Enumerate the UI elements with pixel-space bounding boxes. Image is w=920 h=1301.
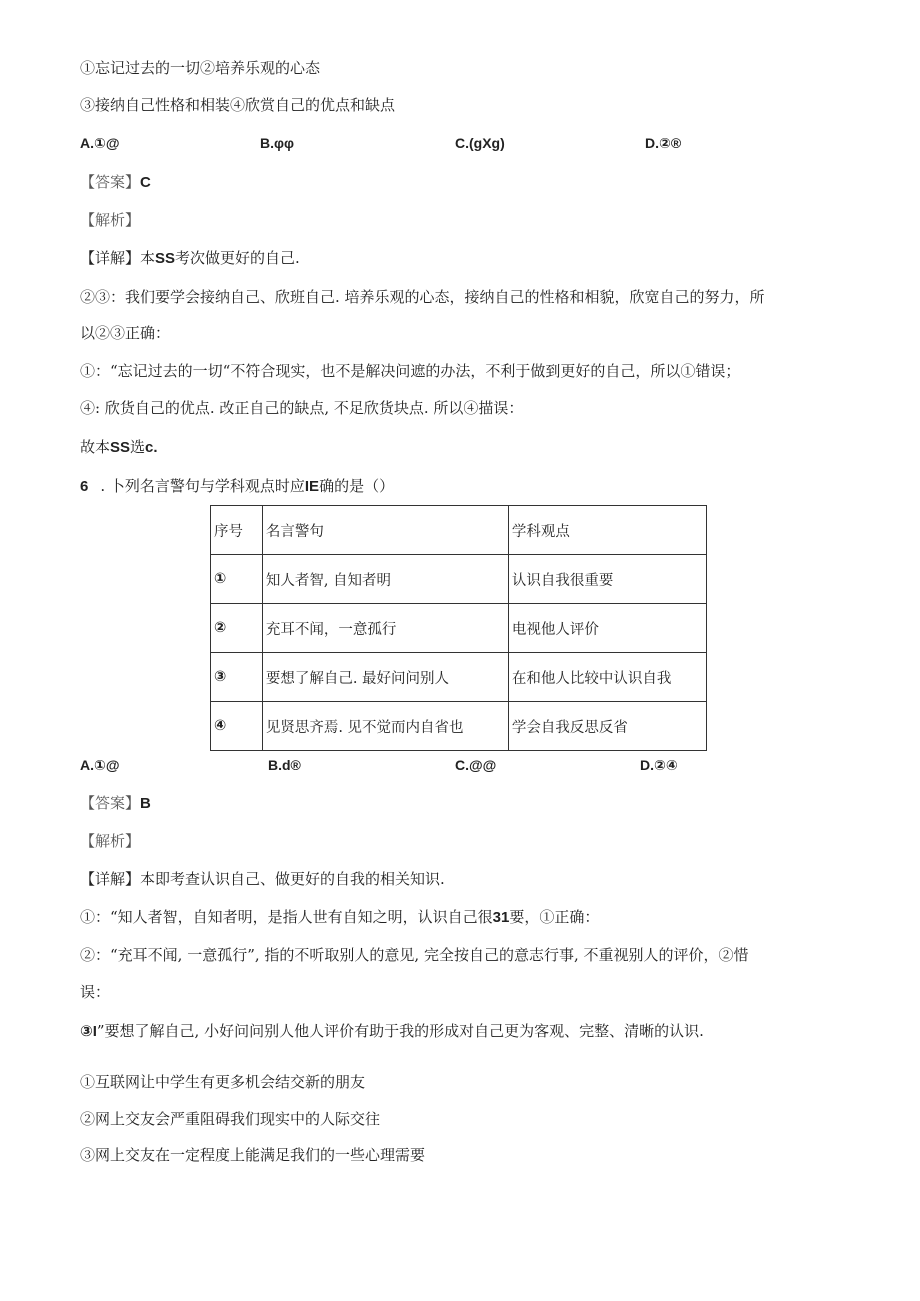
row-number: ① — [211, 555, 263, 604]
table-row — [211, 702, 707, 751]
q5-para1-line2: 以②③正确： — [80, 324, 171, 342]
q6-para3 — [80, 1021, 704, 1042]
q6-answer-line — [80, 793, 151, 814]
q6-detail-tag: 【详解】 — [80, 870, 141, 888]
q6-detail-line — [80, 869, 445, 889]
row-viewpoint: 认识自我很重要 — [508, 555, 706, 604]
q5-para2: ①：“忘记过去的一切“不符合现实，也不是解决问遮的办法，不利于做到更好的自己，所以①错误； — [80, 362, 741, 380]
table-row — [211, 604, 707, 653]
q6-para2-line2: 误： — [80, 983, 111, 1001]
q5-conclusion-mid: 选 — [130, 438, 146, 456]
q6-question-pre: . 卜列名言警句与学科观点时应 — [100, 477, 305, 495]
q6-para1-bold: 31 — [492, 909, 510, 926]
q5-option-b: B.φφ — [260, 135, 295, 151]
q6-para3-bold: ③I — [80, 1023, 97, 1040]
q5-answer: C — [140, 174, 151, 191]
q5-detail-post: 考次做更好的自己. — [175, 249, 300, 267]
q5-para3: ④: 欣货自己的优点. 改正自己的缺点, 不足欣货块点. 所以④描误： — [80, 399, 524, 417]
row-quote: 知人者智, 自知者明 — [262, 555, 508, 604]
q6-answer-tag: 【答案】 — [80, 794, 141, 812]
q6-para1-post: 要，①正确： — [509, 908, 600, 926]
q5-analysis-label: 【解析】 — [80, 211, 141, 229]
q5-para1-line1: ②③：我们要学会接纳自己、欣班自己. 培养乐观的心态，接纳自己的性格和相貌，欣宽自己的努力，所 — [80, 288, 765, 306]
row-quote: 见贤思齐焉. 见不觉而内自省也 — [262, 702, 508, 751]
q6-answer: B — [140, 795, 151, 812]
q5-answer-tag: 【答案】 — [80, 173, 141, 191]
table-row — [211, 653, 707, 702]
table-header-row — [211, 506, 707, 555]
row-viewpoint: 学会自我反思反省 — [508, 702, 706, 751]
q6-number: 6 — [80, 478, 89, 495]
q5-detail-bold: SS — [155, 250, 176, 267]
header-viewpoint: 学科观点 — [508, 506, 706, 555]
q6-option-d: D.②④ — [640, 757, 678, 773]
q5-detail-tag: 【详解】 — [80, 249, 141, 267]
q5-conclusion-bold: SS — [110, 439, 131, 456]
q6-para1-pre: ①：“知人者智，自知者明，是指人世有自知之明，认识自己很 — [80, 908, 493, 926]
q5-detail-pre: 本 — [140, 249, 156, 267]
q5-option-d: D.②® — [645, 135, 682, 151]
q7-statement-2: ②网上交友会严重阻碍我们现实中的人际交往 — [80, 1110, 381, 1128]
header-quote: 名言警句 — [262, 506, 508, 555]
q5-option-c: C.(gXg) — [455, 135, 505, 151]
row-quote: 充耳不闻，一意孤行 — [262, 604, 508, 653]
row-number: ④ — [211, 702, 263, 751]
header-number: 序号 — [211, 506, 263, 555]
row-number: ③ — [211, 653, 263, 702]
row-quote: 要想了解自己. 最好问问别人 — [262, 653, 508, 702]
q6-question — [80, 476, 394, 497]
row-number: ② — [211, 604, 263, 653]
q6-analysis-tag — [80, 831, 140, 851]
q6-question-bold: IE — [304, 478, 320, 495]
q5-statement-2: ③接纳自己性格和相装④欣赏自己的优点和缺点 — [80, 96, 396, 114]
q7-statement-3: ③网上交友在一定程度上能满足我们的一些心理需要 — [80, 1146, 426, 1164]
q7-statement-1: ①互联网让中学生有更多机会结交新的朋友 — [80, 1073, 366, 1091]
q5-conclusion-letter: c. — [145, 439, 158, 456]
q5-answer-line — [80, 172, 151, 193]
q6-para3-post: ”要想了解自己, 小好问问别人他人评价有助于我的形成对自己更为客观、完整、清晰的认识. — [96, 1022, 704, 1040]
q6-para2-line1: ②：“充耳不闻, 一意孤行”, 指的不听取别人的意见, 完全按自己的意志行事, 不重视别人的评价，②惜 — [80, 946, 749, 964]
q5-conclusion-pre: 故本 — [80, 438, 111, 456]
q5-detail-line — [80, 248, 300, 269]
q6-option-a: A.①@ — [80, 757, 120, 773]
row-viewpoint: 在和他人比较中认识自我 — [508, 653, 706, 702]
table-row — [211, 555, 707, 604]
q6-para1 — [80, 907, 599, 928]
q6-detail-text: 本即考查认识自己、做更好的自我的相关知识. — [140, 870, 445, 888]
q6-analysis-label: 【解析】 — [80, 832, 141, 850]
q5-analysis-tag — [80, 210, 140, 230]
q5-conclusion — [80, 437, 158, 458]
q6-question-post: 确的是（） — [319, 477, 395, 495]
q5-option-a: A.①@ — [80, 135, 120, 151]
q6-option-b: B.d® — [268, 757, 301, 773]
row-viewpoint: 电视他人评价 — [508, 604, 706, 653]
q6-option-c: C.@@ — [455, 757, 497, 773]
q5-statement-1: ①忘记过去的一切②培养乐观的心态 — [80, 59, 321, 77]
q6-table — [210, 505, 707, 751]
